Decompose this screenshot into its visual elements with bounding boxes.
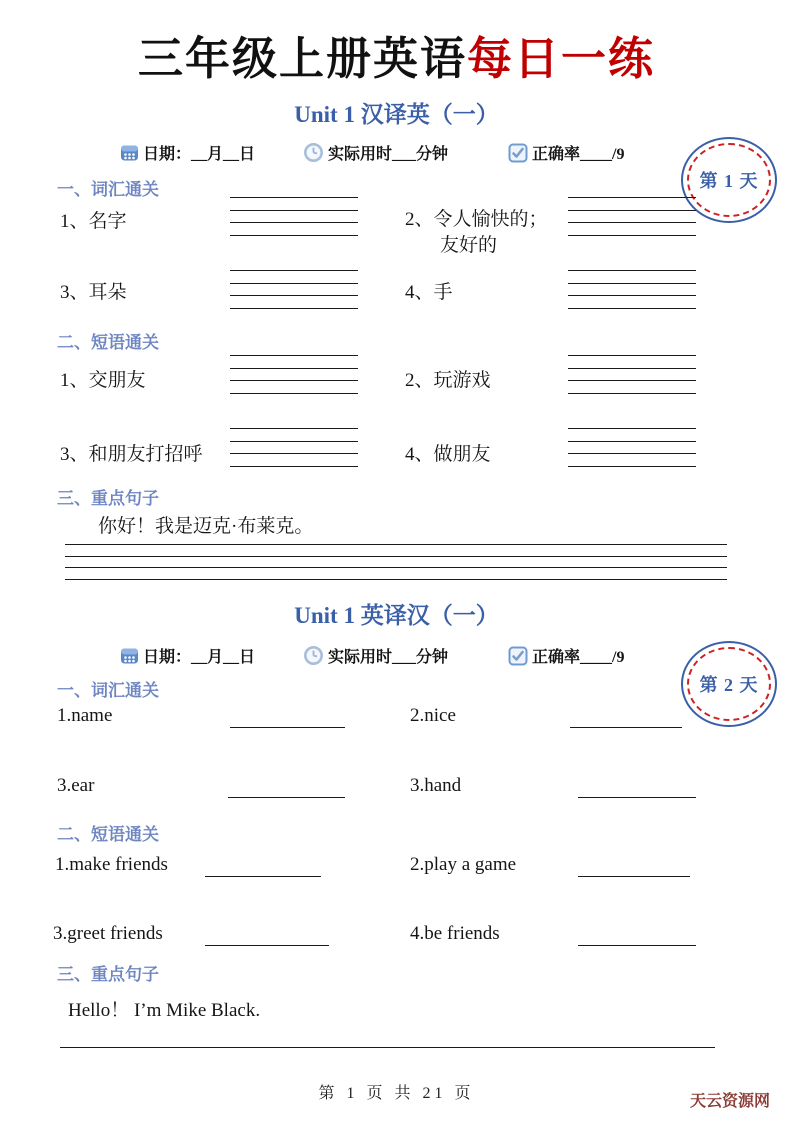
part1-vocab-item-3: 3、耳朵 <box>60 282 127 303</box>
page-title-red: 每日一练 <box>467 34 656 84</box>
accuracy-field <box>508 644 624 667</box>
answer-blank <box>578 797 696 798</box>
time-label: 实际用时___分钟 <box>328 649 449 666</box>
part1-sentence-header: 三、重点句子 <box>57 489 159 508</box>
part2-vocab-item-2: 2.nice <box>410 705 456 726</box>
part1-phrase-item-1: 1、交朋友 <box>60 370 146 391</box>
part2-vocab-header: 一、词汇通关 <box>57 681 159 700</box>
unit2-title: Unit 1 英译汉（一） <box>294 603 499 628</box>
writing-lines <box>568 197 696 247</box>
accuracy-label: 正确率____/9 <box>532 649 625 666</box>
part1-vocab-item-2-line2: 友好的 <box>440 235 498 256</box>
checkbox-icon <box>508 143 528 163</box>
time-field <box>303 141 448 164</box>
date-label: 日期：__月__日 <box>143 649 256 666</box>
part2-sentence-header: 三、重点句子 <box>57 965 159 984</box>
answer-blank <box>205 945 329 946</box>
part2-vocab-item-1: 1.name <box>57 705 113 726</box>
part2-phrase-item-2: 2.play a game <box>410 854 517 875</box>
page-number: 第 1 页 共 21 页 <box>318 1085 475 1102</box>
answer-blank <box>570 727 682 728</box>
writing-lines <box>230 355 358 405</box>
time-label: 实际用时___分钟 <box>328 146 449 163</box>
part2-vocab-item-3: 3.ear <box>57 775 95 796</box>
sentence-writing-lines <box>65 544 727 590</box>
part1-phrase-item-2: 2、玩游戏 <box>405 370 491 391</box>
answer-blank <box>578 876 690 877</box>
checkbox-icon <box>508 646 528 666</box>
accuracy-label: 正确率____/9 <box>532 146 625 163</box>
part2-phrase-header: 二、短语通关 <box>57 825 159 844</box>
date-label: 日期：__月__日 <box>143 146 256 163</box>
unit1-title: Unit 1 汉译英（一） <box>294 102 499 127</box>
part1-phrase-item-3: 3、和朋友打招呼 <box>60 444 203 465</box>
answer-blank <box>230 727 345 728</box>
day-2-stamp <box>681 641 777 727</box>
writing-lines <box>230 270 358 320</box>
day-1-stamp-label: 第 1 天 <box>699 171 759 191</box>
writing-lines <box>230 197 358 247</box>
part1-vocab-header: 一、词汇通关 <box>57 180 159 199</box>
answer-blank <box>228 797 345 798</box>
day-2-stamp-label: 第 2 天 <box>699 675 759 695</box>
page-title <box>0 22 793 87</box>
calendar-icon <box>120 143 139 162</box>
part1-phrase-item-4: 4、做朋友 <box>405 444 491 465</box>
part1-vocab-item-2: 2、令人愉快的； <box>405 209 548 230</box>
part2-phrase-item-1: 1.make friends <box>55 854 168 875</box>
clock-icon <box>303 645 324 666</box>
part2-vocab-item-4: 3.hand <box>410 775 462 796</box>
answer-blank <box>578 945 696 946</box>
writing-lines <box>568 428 696 478</box>
part1-phrase-header: 二、短语通关 <box>57 333 159 352</box>
writing-lines <box>568 270 696 320</box>
part2-phrase-item-4: 4.be friends <box>410 923 500 944</box>
part1-vocab-item-1: 1、名字 <box>60 211 127 232</box>
part1-sentence: 你好！我是迈克·布莱克。 <box>98 516 314 537</box>
part1-vocab-item-4: 4、手 <box>405 282 453 303</box>
writing-lines <box>568 355 696 405</box>
clock-icon <box>303 142 324 163</box>
watermark: 天云资源网 <box>690 1093 771 1110</box>
time-field <box>303 644 448 667</box>
writing-lines <box>230 428 358 478</box>
page-title-black: 三年级上册英语 <box>137 34 467 84</box>
answer-blank <box>205 876 321 877</box>
calendar-icon <box>120 646 139 665</box>
part2-sentence: Hello！ I’m Mike Black. <box>68 1000 261 1021</box>
sentence-answer-line <box>60 1047 715 1048</box>
part2-phrase-item-3: 3.greet friends <box>53 923 163 944</box>
date-field <box>120 644 255 667</box>
date-field <box>120 141 255 164</box>
accuracy-field <box>508 141 624 164</box>
